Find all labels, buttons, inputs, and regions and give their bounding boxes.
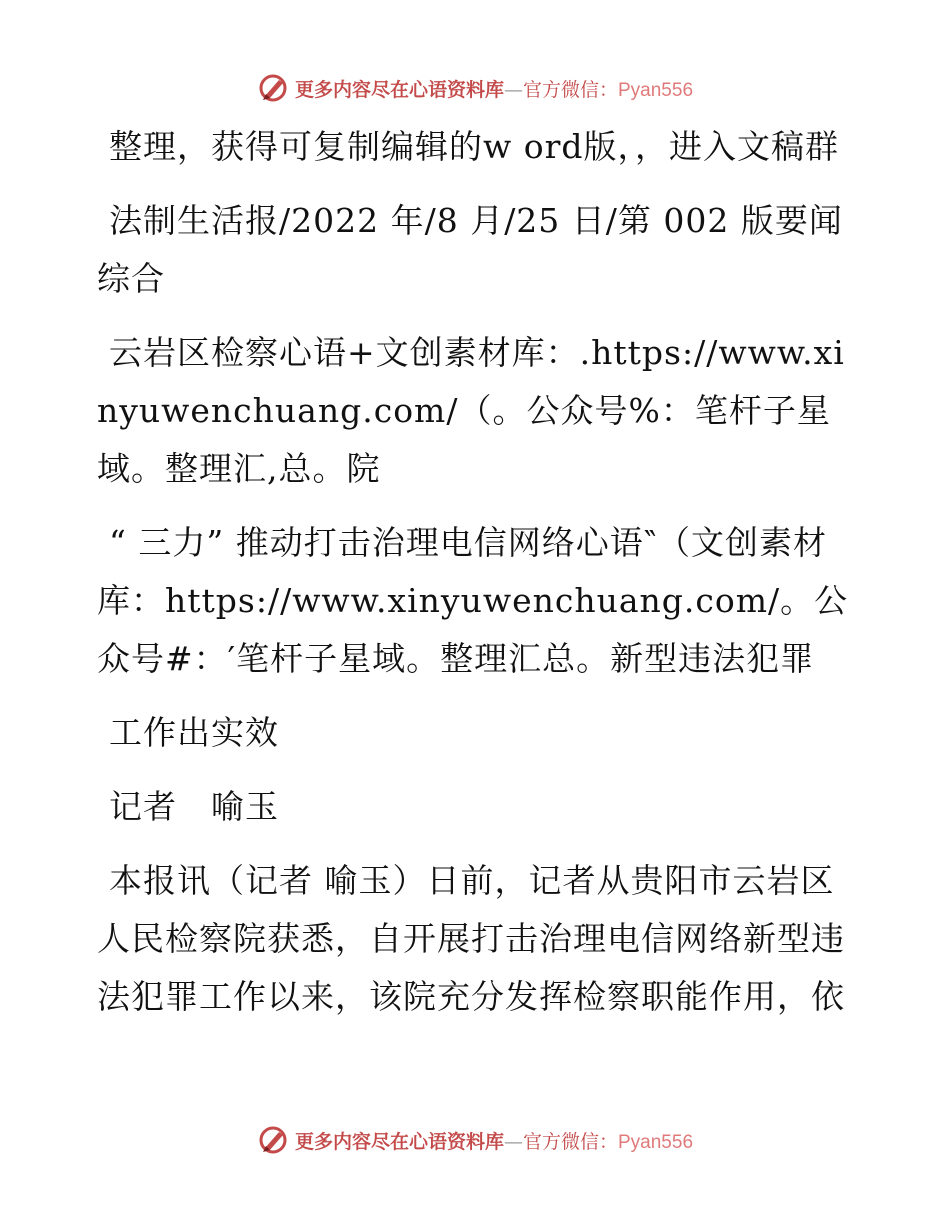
- footer-banner-id: Pyan556: [618, 1131, 694, 1153]
- footer-banner-inner: [257, 1124, 693, 1156]
- footer-banner: [0, 1120, 950, 1160]
- paragraph-title-3: 工作出实效: [109, 713, 279, 752]
- footer-banner-text: [295, 1127, 693, 1154]
- header-banner-text: [295, 75, 693, 102]
- header-banner-wechat: 官方微信：: [522, 78, 618, 101]
- footer-banner-main: 更多内容尽在心语资料库: [294, 1130, 504, 1153]
- paragraph-title-1: 云岩区检察心语+文创素材库：.https://www.xinyuwenchuang.com/（。公众号%：笔杆子星域。整理汇,总。院: [97, 333, 845, 488]
- footer-banner-wechat: 官方微信：: [522, 1130, 618, 1153]
- paragraph-intro: 整理，获得可复制编辑的w ord版，，进入文稿群: [109, 127, 840, 166]
- paragraph-title-2: “ 三力” 推动打击治理电信网络心语‶（文创素材库：https://www.xinyuwenchuang.com/。公众号#：′笔杆子星域。整理汇总。新型违法犯罪: [97, 523, 849, 678]
- footer-banner-sep: —: [503, 1130, 523, 1153]
- header-banner-id: Pyan556: [618, 79, 694, 101]
- paragraph-source: 法制生活报/2022 年/8 月/25 日/第 002 版要闻综合: [97, 201, 843, 298]
- pen-circle-logo-icon: [257, 1124, 289, 1156]
- header-banner-inner: [257, 72, 693, 104]
- document-body: [97, 118, 857, 1042]
- header-banner-main: 更多内容尽在心语资料库: [294, 78, 504, 101]
- header-banner-sep: —: [503, 78, 523, 101]
- paragraph-body: 本报讯（记者 喻玉）日前，记者从贵阳市云岩区人民检察院获悉，自开展打击治理电信网络新型违法犯罪工作以来，该院充分发挥检察职能作用，依: [97, 861, 845, 1016]
- pen-circle-logo-icon: [257, 72, 289, 104]
- header-banner: [0, 68, 950, 108]
- paragraph-byline: 记者 喻玉: [109, 787, 279, 826]
